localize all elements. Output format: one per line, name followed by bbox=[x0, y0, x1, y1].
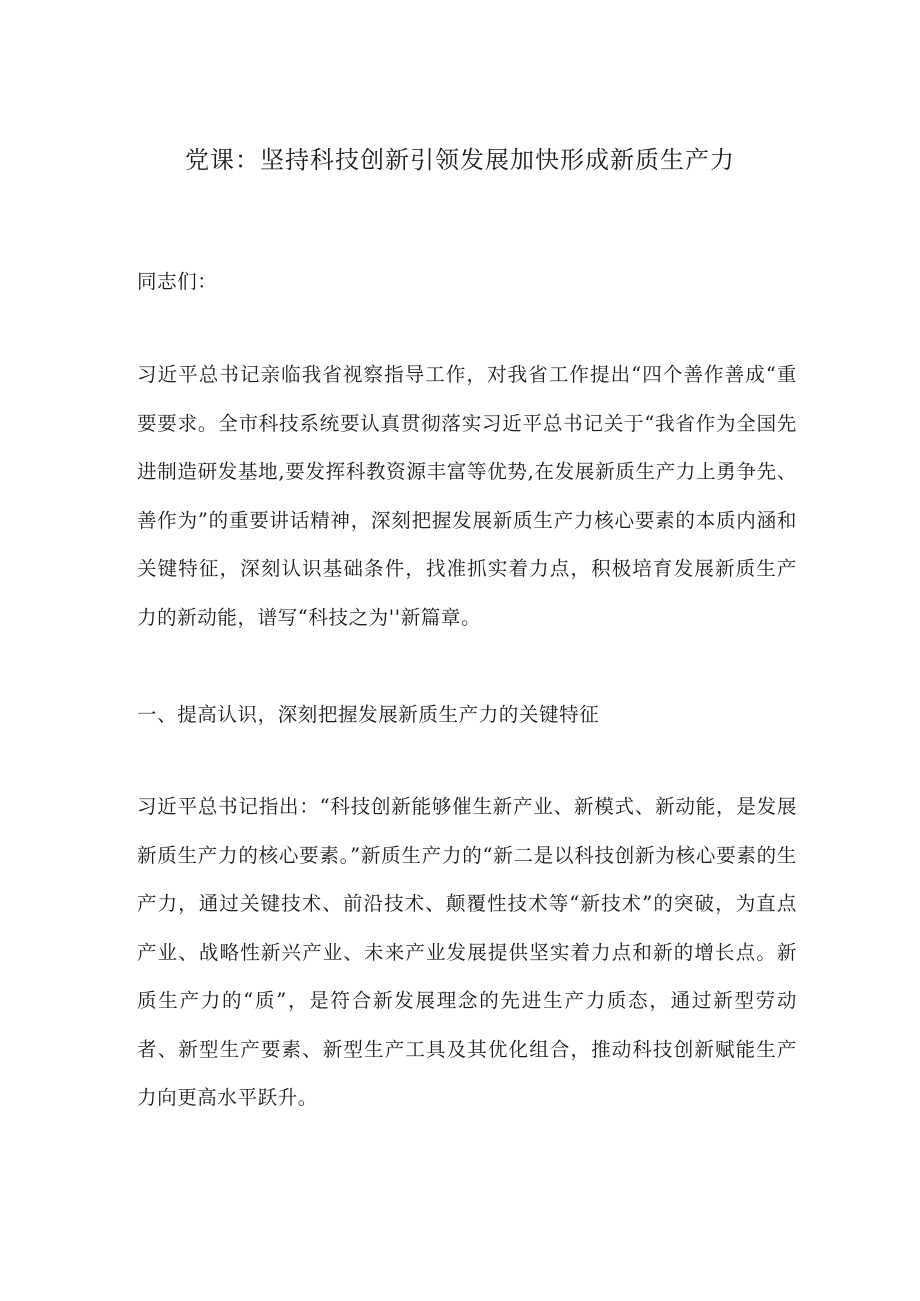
document-title: 党课：坚持科技创新引领发展加快形成新质生产力 bbox=[185, 146, 735, 174]
paragraph-2: 习近平总书记指出：“科技创新能够催生新产业、新模式、新动能，是发展新质生产力的核心要素。”新质生产力的“新二是以科技创新为核心要素的生产力，通过关键技术、前沿技术、颠覆性技术等“新技术”的突破，为直点产业、战略性新兴产业、未来产业发展提供坚实着力点和新的增长点。新质生产力的“质”，是符合新发展理念的先进生产力质态，通过新型劳动者、新型生产要素、新型生产工具及其优化组合，推动科技创新赋能生产力向更高水平跃升。 bbox=[137, 795, 797, 1109]
paragraph-1: 习近平总书记亲临我省视察指导工作，对我省工作提出“四个善作善成“重要要求。全市科技系统要认真贯彻落实习近平总书记关于“我省作为全国先进制造研发基地,要发挥科教资源丰富等优势,在发展新质生产力上勇争先、善作为”的重要讲话精神，深刻把握发展新质生产力核心要素的本质内涵和关键特征，深刻认识基础条件，找准抓实着力点，积极培育发展新质生产力的新动能，谱写“科技之为''新篇章。 bbox=[137, 363, 797, 629]
section-1-heading: 一、提高认识，深刻把握发展新质生产力的关键特征 bbox=[137, 703, 600, 726]
greeting: 同志们： bbox=[137, 270, 218, 293]
